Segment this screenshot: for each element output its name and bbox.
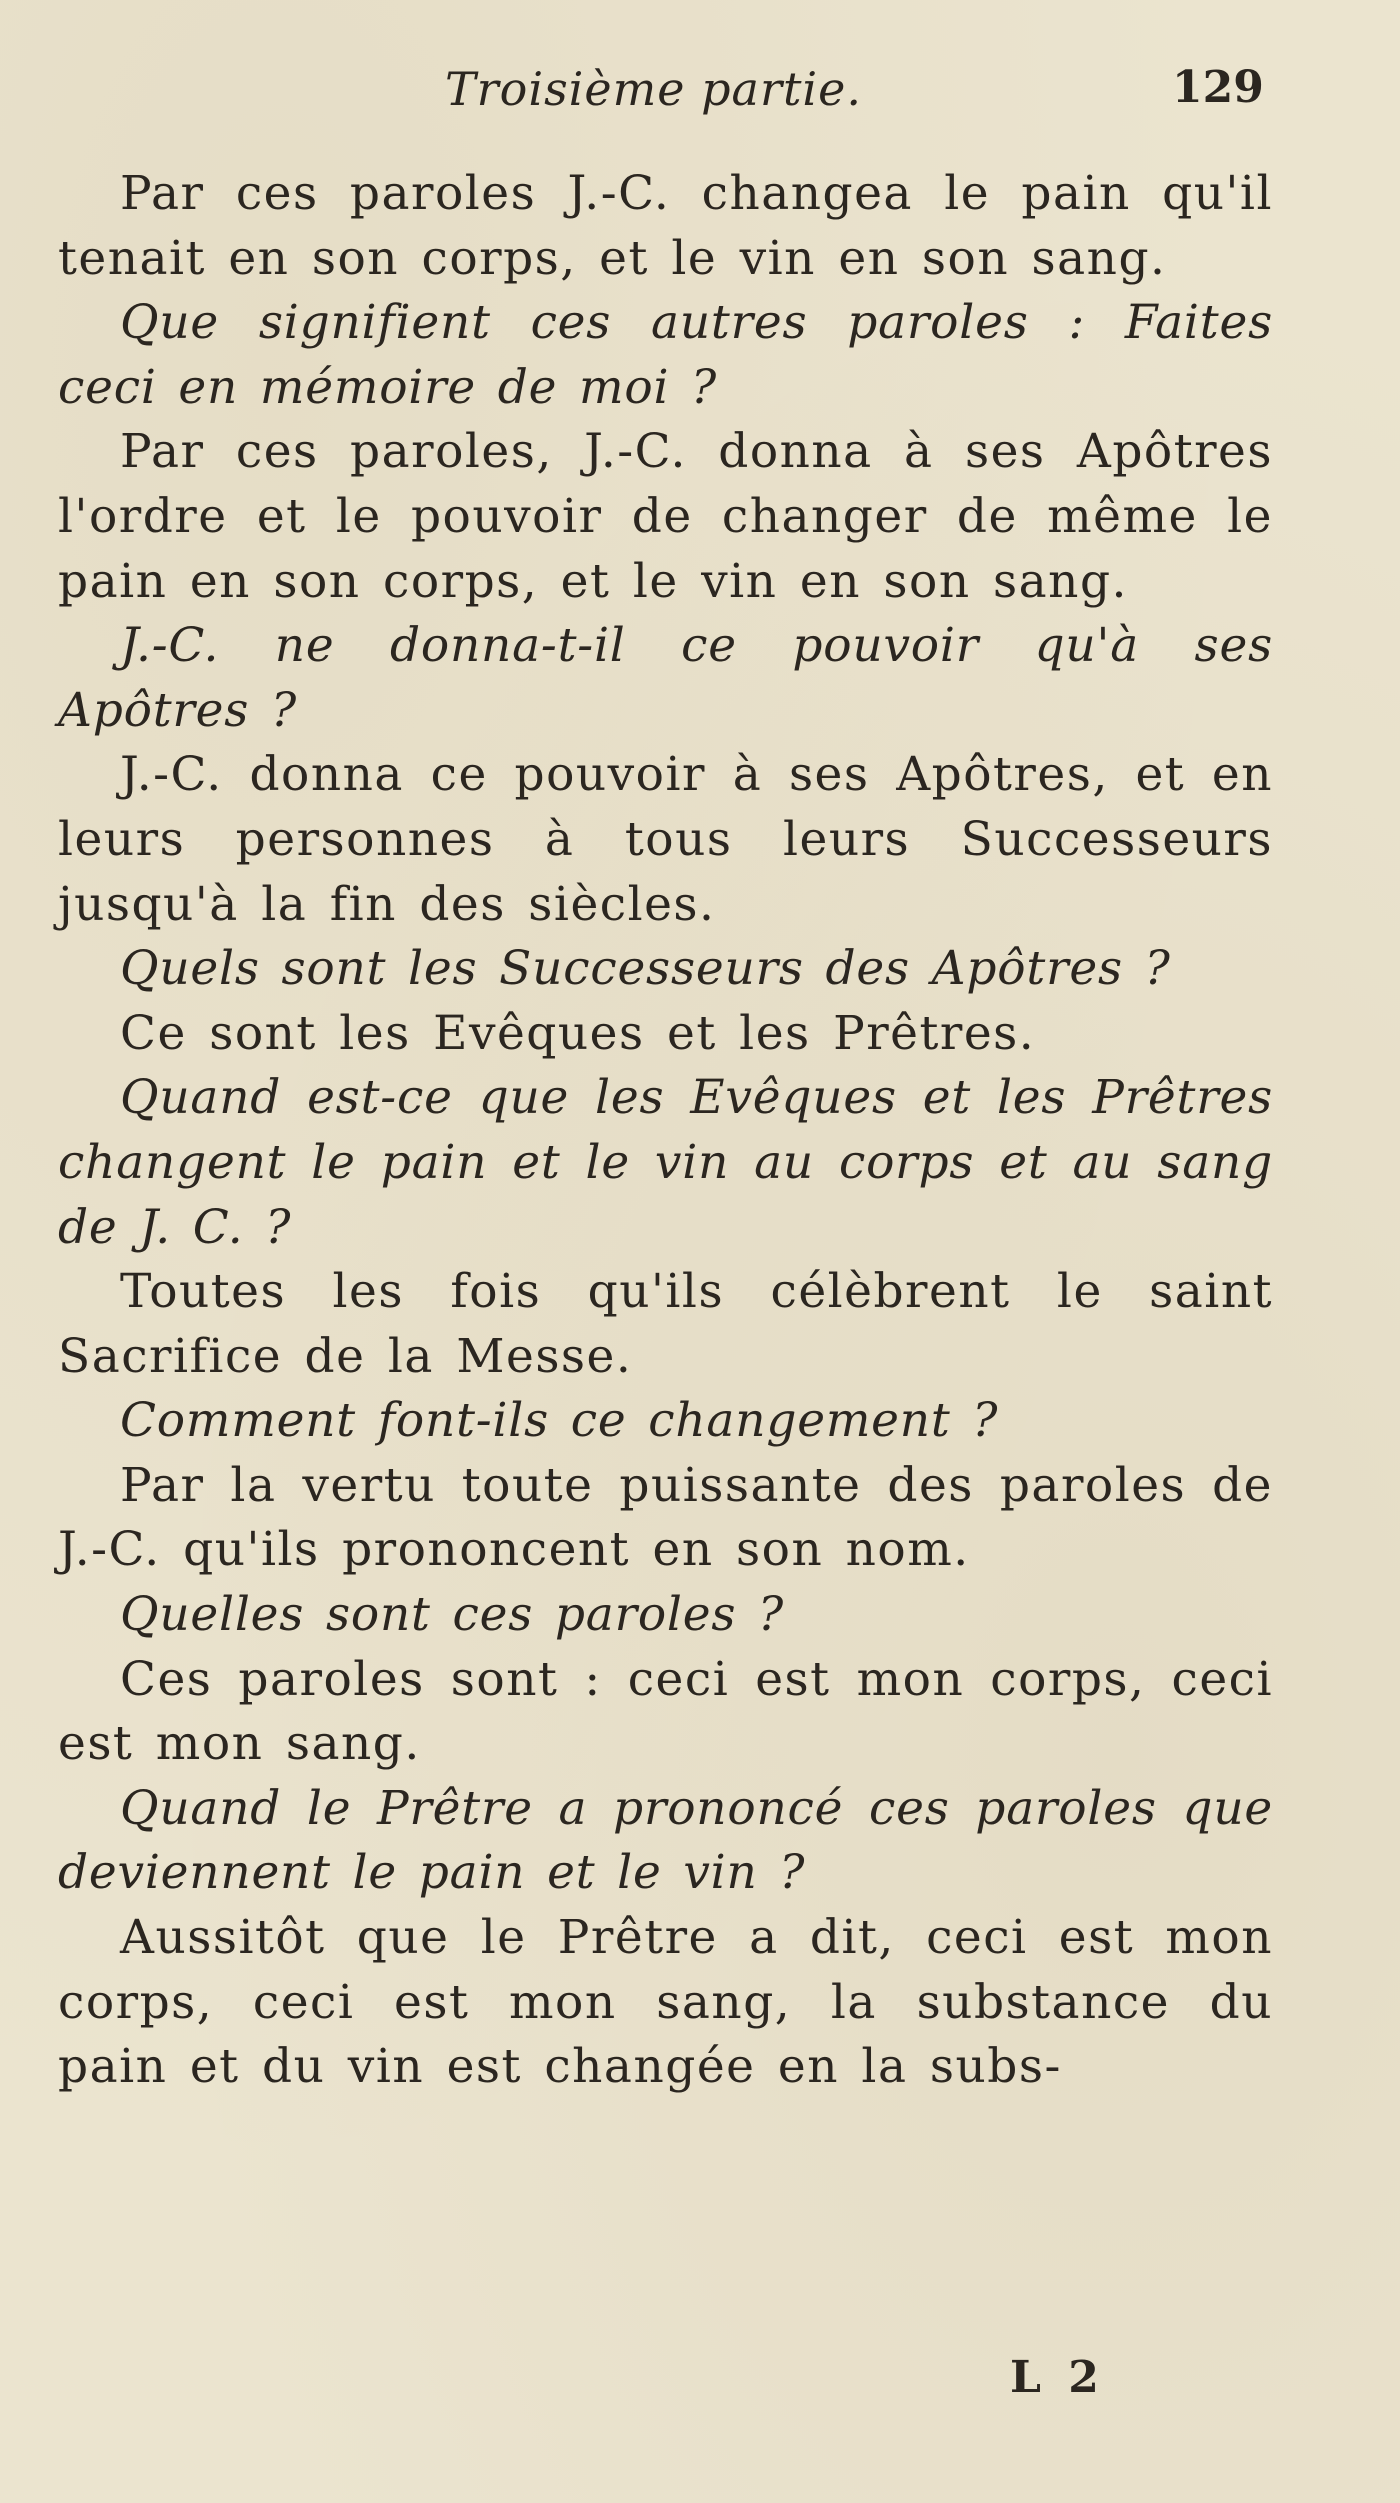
- body-text: [58, 162, 1273, 2100]
- answer-paragraph: Toutes les fois qu'ils célèbrent le saint Sacrifice de la Messe.: [58, 1264, 1273, 1384]
- answer-paragraph: Par la vertu toute puissante des paroles de J.-C. qu'ils prononcent en son nom.: [58, 1457, 1273, 1578]
- question-paragraph: Quelles sont ces paroles ?: [120, 1587, 785, 1643]
- question-paragraph: Quand est-ce que les Evêques et les Prêtres changent le pain et le vin au corps et au sang de J. C. ?: [58, 1070, 1273, 1255]
- answer-paragraph: Par ces paroles J.-C. changea le pain qu'il tenait en son corps, et le vin en son sang.: [58, 166, 1273, 286]
- answer-paragraph: Aussitôt que le Prêtre a dit, ceci est mon corps, ceci est mon sang, la substance du pain et du vin est changée en la subs-: [58, 1910, 1273, 2095]
- answer-paragraph: Par ces paroles, J.-C. donna à ses Apôtres l'ordre et le pouvoir de changer de même le pain en son corps, et le vin en son sang.: [58, 424, 1273, 609]
- question-paragraph: Que signifient ces autres paroles : Faites ceci en mémoire de moi ?: [58, 295, 1273, 415]
- answer-paragraph: Ces paroles sont : ceci est mon corps, ceci est mon sang.: [58, 1651, 1273, 1772]
- answer-paragraph: J.-C. donna ce pouvoir à ses Apôtres, et en leurs personnes à tous leurs Successeurs jusqu'à la fin des siècles.: [58, 747, 1273, 932]
- question-paragraph: Quels sont les Successeurs des Apôtres ?: [120, 941, 1171, 997]
- question-paragraph: Quand le Prêtre a prononcé ces paroles que deviennent le pain et le vin ?: [58, 1780, 1273, 1901]
- answer-paragraph: Ce sont les Evêques et les Prêtres.: [120, 1005, 1036, 1061]
- running-title: Troisième partie.: [445, 62, 862, 116]
- question-paragraph: J.-C. ne donna-t-il ce pouvoir qu'à ses Apôtres ?: [58, 618, 1273, 738]
- signature-mark: L 2: [1010, 2352, 1105, 2403]
- page-number: 129: [1172, 62, 1264, 113]
- page-header: [0, 62, 1400, 132]
- question-paragraph: Comment font-ils ce changement ?: [120, 1393, 999, 1449]
